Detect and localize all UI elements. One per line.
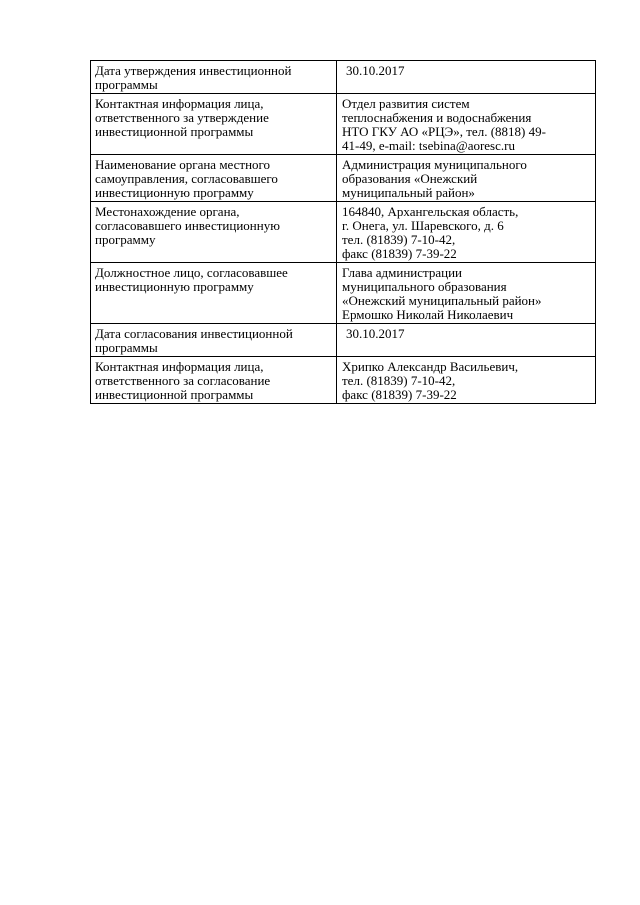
label-line: инвестиционную программу (95, 279, 254, 294)
row-value-cell (337, 263, 596, 324)
label-line: программы (95, 340, 158, 355)
value-line: НТО ГКУ АО «РЦЭ», тел. (8818) 49- (342, 124, 546, 139)
table-row (91, 61, 596, 94)
label-line: Местонахождение органа, (95, 204, 240, 219)
label-line: Дата утверждения инвестиционной (95, 63, 292, 78)
label-line: программу (95, 232, 156, 247)
row-label-cell (91, 94, 337, 155)
row-label-cell (91, 357, 337, 404)
value-line: 30.10.2017 (346, 63, 405, 78)
value-line: тел. (81839) 7-10-42, (342, 232, 456, 247)
row-label-cell (91, 155, 337, 202)
label-line: согласовавшего инвестиционную (95, 218, 280, 233)
row-value-cell (337, 357, 596, 404)
label-line: ответственного за утверждение (95, 110, 269, 125)
value-line: образования «Онежский (342, 171, 478, 186)
value-line: «Онежский муниципальный район» (342, 293, 542, 308)
table-row (91, 324, 596, 357)
label-line: Контактная информация лица, (95, 96, 264, 111)
table-row (91, 357, 596, 404)
label-line: Дата согласования инвестиционной (95, 326, 293, 341)
value-line: факс (81839) 7-39-22 (342, 387, 457, 402)
value-line: Глава администрации (342, 265, 463, 280)
value-line: 41-49, e-mail: tsebina@aoresc.ru (342, 138, 515, 153)
value-line: Администрация муниципального (342, 157, 527, 172)
label-line: инвестиционную программу (95, 185, 254, 200)
label-line: Контактная информация лица, (95, 359, 264, 374)
value-line: муниципального образования (342, 279, 507, 294)
label-line: Наименование органа местного (95, 157, 271, 172)
value-line: г. Онега, ул. Шаревского, д. 6 (342, 218, 504, 233)
value-line: 164840, Архангельская область, (342, 204, 519, 219)
row-value-cell (337, 202, 596, 263)
row-label-cell (91, 61, 337, 94)
row-value-cell (337, 155, 596, 202)
row-value-cell (337, 324, 596, 357)
table-row (91, 202, 596, 263)
value-line: 30.10.2017 (346, 326, 405, 341)
value-line: факс (81839) 7-39-22 (342, 246, 457, 261)
value-line: тел. (81839) 7-10-42, (342, 373, 456, 388)
label-line: инвестиционной программы (95, 124, 254, 139)
label-line: ответственного за согласование (95, 373, 271, 388)
row-label-cell (91, 324, 337, 357)
value-line: Хрипко Александр Васильевич, (342, 359, 519, 374)
value-line: Отдел развития систем (342, 96, 470, 111)
investment-program-info-table (90, 60, 596, 404)
label-line: инвестиционной программы (95, 387, 254, 402)
value-line: Ермошко Николай Николаевич (342, 307, 514, 322)
row-label-cell (91, 202, 337, 263)
value-line: теплоснабжения и водоснабжения (342, 110, 532, 125)
table-row (91, 263, 596, 324)
label-line: Должностное лицо, согласовавшее (95, 265, 288, 280)
row-label-cell (91, 263, 337, 324)
table-row (91, 94, 596, 155)
row-value-cell (337, 94, 596, 155)
label-line: самоуправления, согласовавшего (95, 171, 278, 186)
label-line: программы (95, 77, 158, 92)
value-line: муниципальный район» (342, 185, 475, 200)
row-value-cell (337, 61, 596, 94)
table-row (91, 155, 596, 202)
